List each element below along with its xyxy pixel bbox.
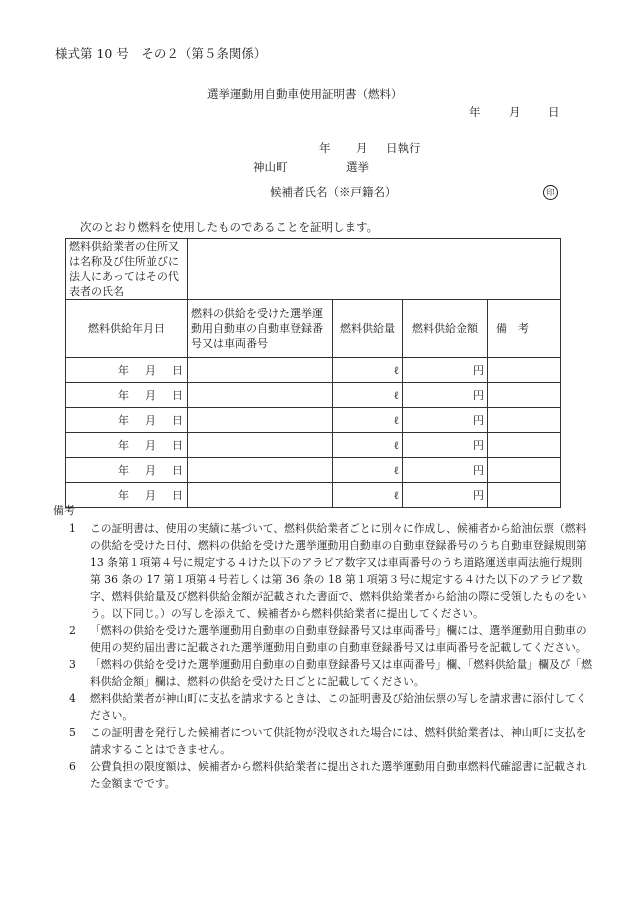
note-item bbox=[53, 758, 593, 792]
row-month: 月 bbox=[145, 463, 156, 477]
seal-mark: 印 bbox=[543, 185, 558, 200]
liter-unit: ℓ bbox=[393, 463, 399, 477]
date-cell[interactable] bbox=[66, 433, 188, 458]
date-cell[interactable] bbox=[66, 383, 188, 408]
amount-cell[interactable] bbox=[333, 358, 403, 383]
yen-unit: 円 bbox=[473, 488, 484, 502]
certification-statement: 次のとおり燃料を使用したものであることを証明します。 bbox=[80, 220, 379, 234]
note-number: 2 bbox=[69, 624, 76, 637]
form-number: 様式第 10 号 その２（第５条関係） bbox=[55, 46, 267, 61]
issue-month-label: 月 bbox=[509, 105, 521, 119]
price-cell[interactable] bbox=[403, 383, 488, 408]
row-month: 月 bbox=[145, 488, 156, 502]
price-cell[interactable] bbox=[403, 408, 488, 433]
header-row bbox=[66, 300, 561, 358]
row-year: 年 bbox=[118, 363, 129, 377]
yen-unit: 円 bbox=[473, 463, 484, 477]
header-amount: 燃料供給量 bbox=[333, 300, 403, 358]
amount-cell[interactable] bbox=[333, 408, 403, 433]
table-row bbox=[66, 433, 561, 458]
header-vehicle: 燃料の供給を受けた選挙運動用自動車の自動車登録番号又は車両番号 bbox=[188, 300, 333, 358]
election-year-label: 年 bbox=[319, 141, 331, 155]
table-row bbox=[66, 358, 561, 383]
supplier-label: 燃料供給業者の住所又は名称及び住所並びに法人にあってはその代表者の氏名 bbox=[66, 239, 188, 300]
liter-unit: ℓ bbox=[393, 438, 399, 452]
note-item bbox=[53, 724, 593, 758]
date-cell[interactable] bbox=[66, 408, 188, 433]
row-day: 日 bbox=[172, 363, 183, 377]
table-row bbox=[66, 458, 561, 483]
note-text: この証明書は、使用の実績に基づいて、燃料供給業者ごとに別々に作成し、候補者から給油伝票（燃料の供給を受けた日付、燃料の供給を受けた選挙運動用自動車の自動車登録番号のうち自動車登録規則第 13 条第１項第４号に規定する４けた以下のアラビア数字又は車両番号のうち道路運送車両法施行規則第 36 条の 17 第１項第４号若しくは第 36 条の 18 第１項第３号に規定する４けた以下のアラビア数字、燃料供給量及び燃料供給金額が記載された書面で、燃料供給業者から給油の際に受領したものをいう。以下同じ。）の写しを添えて、候補者から燃料供給業者に提出してください。 bbox=[90, 522, 587, 620]
price-cell[interactable] bbox=[403, 358, 488, 383]
liter-unit: ℓ bbox=[393, 388, 399, 402]
note-item bbox=[53, 520, 593, 622]
header-price: 燃料供給金額 bbox=[403, 300, 488, 358]
note-item bbox=[53, 690, 593, 724]
row-month: 月 bbox=[145, 413, 156, 427]
note-text: 「燃料の供給を受けた選挙運動用自動車の自動車登録番号又は車両番号」欄、「燃料供給量」欄及び「燃料供給金額」欄は、燃料の供給を受けた日ごとに記載してください。 bbox=[90, 658, 593, 688]
note-number: 4 bbox=[69, 692, 76, 705]
note-text: 公費負担の限度額は、候補者から燃料供給業者に提出された選挙運動用自動車燃料代確認書に記載された金額までです。 bbox=[90, 760, 587, 790]
liter-unit: ℓ bbox=[393, 363, 399, 377]
amount-cell[interactable] bbox=[333, 458, 403, 483]
vehicle-cell[interactable] bbox=[188, 433, 333, 458]
note-text: 燃料供給業者が神山町に支払を請求するときは、この証明書及び給油伝票の写しを請求書に添付してください。 bbox=[90, 692, 587, 722]
yen-unit: 円 bbox=[473, 363, 484, 377]
note-number: 3 bbox=[69, 658, 76, 671]
vehicle-cell[interactable] bbox=[188, 383, 333, 408]
remarks-cell[interactable] bbox=[488, 458, 561, 483]
liter-unit: ℓ bbox=[393, 488, 399, 502]
row-day: 日 bbox=[172, 488, 183, 502]
issue-year-label: 年 bbox=[469, 105, 481, 119]
row-day: 日 bbox=[172, 388, 183, 402]
row-year: 年 bbox=[118, 488, 129, 502]
amount-cell[interactable] bbox=[333, 433, 403, 458]
town-name: 神山町 bbox=[253, 160, 288, 174]
yen-unit: 円 bbox=[473, 438, 484, 452]
row-month: 月 bbox=[145, 438, 156, 452]
vehicle-cell[interactable] bbox=[188, 408, 333, 433]
date-cell[interactable] bbox=[66, 458, 188, 483]
candidate-name-label: 候補者氏名（※戸籍名） bbox=[270, 185, 397, 199]
note-item bbox=[53, 622, 593, 656]
row-year: 年 bbox=[118, 438, 129, 452]
row-month: 月 bbox=[145, 363, 156, 377]
remarks-cell[interactable] bbox=[488, 408, 561, 433]
remarks-cell[interactable] bbox=[488, 358, 561, 383]
election-label: 選挙 bbox=[346, 160, 369, 174]
fuel-usage-table bbox=[65, 238, 561, 508]
notes-section bbox=[53, 502, 593, 792]
header-date: 燃料供給年月日 bbox=[66, 300, 188, 358]
document-title: 選挙運動用自動車使用証明書（燃料） bbox=[207, 87, 403, 101]
date-cell[interactable] bbox=[66, 358, 188, 383]
liter-unit: ℓ bbox=[393, 413, 399, 427]
supplier-field[interactable] bbox=[188, 239, 561, 300]
note-number: 1 bbox=[69, 522, 76, 535]
remarks-cell[interactable] bbox=[488, 433, 561, 458]
price-cell[interactable] bbox=[403, 458, 488, 483]
table-row bbox=[66, 383, 561, 408]
amount-cell[interactable] bbox=[333, 383, 403, 408]
price-cell[interactable] bbox=[403, 433, 488, 458]
yen-unit: 円 bbox=[473, 413, 484, 427]
row-year: 年 bbox=[118, 388, 129, 402]
row-year: 年 bbox=[118, 463, 129, 477]
election-month-label: 月 bbox=[356, 141, 368, 155]
note-item bbox=[53, 656, 593, 690]
vehicle-cell[interactable] bbox=[188, 458, 333, 483]
issue-day-label: 日 bbox=[548, 105, 560, 119]
yen-unit: 円 bbox=[473, 388, 484, 402]
note-text: この証明書を発行した候補者について供託物が没収された場合には、燃料供給業者は、神山町に支払を請求することはできません。 bbox=[90, 726, 587, 756]
supplier-row bbox=[66, 239, 561, 300]
notes-heading: 備考 bbox=[53, 504, 75, 517]
row-month: 月 bbox=[145, 388, 156, 402]
row-day: 日 bbox=[172, 463, 183, 477]
row-year: 年 bbox=[118, 413, 129, 427]
table-row bbox=[66, 408, 561, 433]
vehicle-cell[interactable] bbox=[188, 358, 333, 383]
note-number: 6 bbox=[69, 760, 76, 773]
remarks-cell[interactable] bbox=[488, 383, 561, 408]
note-text: 「燃料の供給を受けた選挙運動用自動車の自動車登録番号又は車両番号」欄には、選挙運動用自動車の使用の契約届出書に記載された選挙運動用自動車の自動車登録番号又は車両番号を記載してください。 bbox=[90, 624, 587, 654]
row-day: 日 bbox=[172, 438, 183, 452]
election-day-label: 日執行 bbox=[386, 141, 421, 155]
row-day: 日 bbox=[172, 413, 183, 427]
header-remarks: 備 考 bbox=[488, 300, 561, 358]
note-number: 5 bbox=[69, 726, 76, 739]
